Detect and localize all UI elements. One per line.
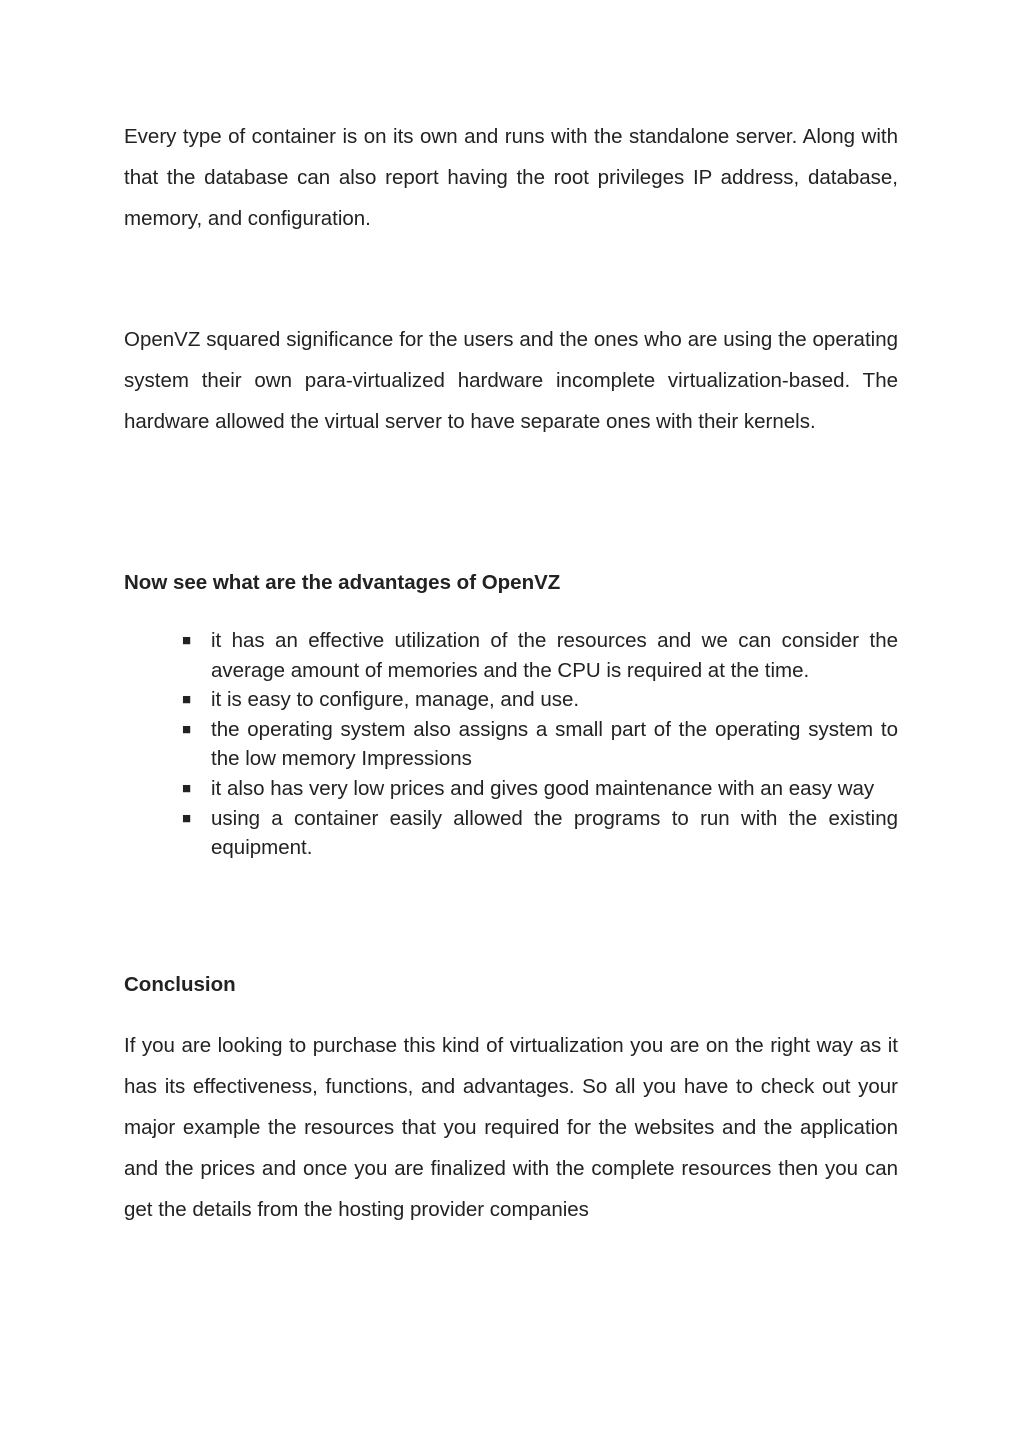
list-item	[124, 626, 898, 685]
advantages-heading: Now see what are the advantages of OpenVZ	[124, 571, 561, 594]
list-item-text: the operating system also assigns a small part of the operating system to the low memory Impressions	[211, 717, 898, 771]
list-item	[124, 774, 898, 804]
list-item-text: it also has very low prices and gives good maintenance with an easy way	[211, 776, 875, 800]
list-item	[124, 804, 898, 863]
list-item-text: it has an effective utilization of the resources and we can consider the average amount of memories and the CPU is required at the time.	[211, 629, 898, 682]
square-bullet-icon: ■	[182, 691, 192, 709]
square-bullet-icon: ■	[182, 779, 192, 797]
paragraph-conclusion: If you are looking to purchase this kind of virtualization you are on the right way as it has its effectiveness, functions, and advantages. So all you have to check out your major example the resources that you required for the websites and the application and the prices and once you are finalized with the complete resources then you can get the details from the hosting provider companies	[124, 1034, 898, 1221]
advantages-list	[124, 626, 898, 863]
list-item	[124, 715, 898, 774]
conclusion-heading: Conclusion	[124, 973, 236, 996]
paragraph-containers: Every type of container is on its own and runs with the standalone server. Along with that the database can also report having the root privileges IP address, database, memory, and configuration.	[124, 125, 898, 230]
list-item-text: it is easy to configure, manage, and use.	[211, 688, 580, 712]
square-bullet-icon: ■	[182, 632, 192, 649]
paragraph-openvz: OpenVZ squared significance for the users and the ones who are using the operating system their own para-virtualized hardware incomplete virtualization-based. The hardware allowed the virtual server to have separate ones with their kernels.	[124, 328, 898, 433]
square-bullet-icon: ■	[182, 809, 192, 827]
list-item	[124, 685, 898, 715]
square-bullet-icon: ■	[182, 720, 192, 738]
list-item-text: using a container easily allowed the programs to run with the existing equipment.	[211, 806, 898, 860]
